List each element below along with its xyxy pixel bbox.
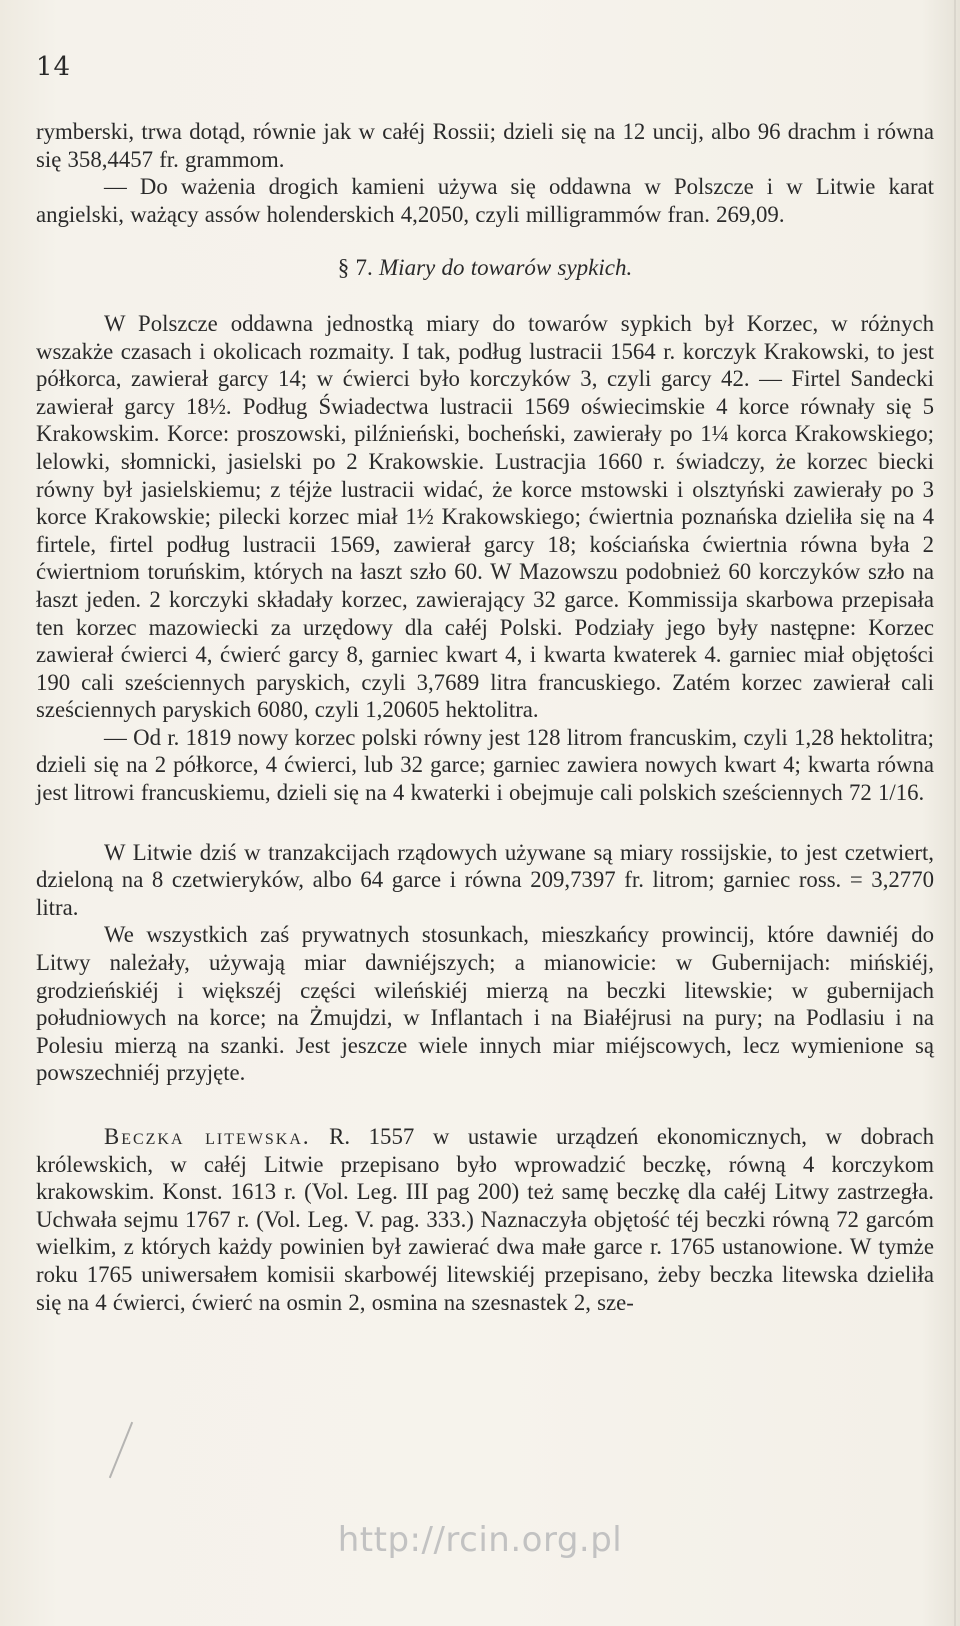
paragraph-private-measures: We wszystkich zaś prywatnych stosunkach, mieszkańcy prowincij, które dawniéj do Litwy należały, używają miar dawniéjszych; a mianowicie: w Gubernijach: mińskiéj, grodzieńskiéj i większéj części wileńskiéj mierzą na beczki litewskie; w gubernijach południowych na korce; na Żmujdzi, w Inflantach i na Białéjrusi na pury; na Podlasiu i na Polesiu mierzą na szanki. Jest jeszcze wiele innych miar miéjscowych, lecz wymienione są powszechniéj przyjęte. bbox=[36, 922, 934, 1086]
page-number: 14 bbox=[36, 52, 72, 82]
watermark: http://rcin.org.pl bbox=[337, 1520, 623, 1560]
section-heading bbox=[36, 254, 934, 282]
paragraph-new-korzec: — Od r. 1819 nowy korzec polski równy jest 128 litrom francuskim, czyli 1,28 hektolitra; dzieli się na 2 półkorce, 4 ćwierci, lub 32 garce; garniec zawiera nowych kwart 4; kwarta równa jest litrowi francuskiemu, dzieli się na 4 kwaterki i obejmuje cali polskich sześciennych 72 1/16. bbox=[36, 724, 934, 806]
paragraph-korzec-poland: W Polszcze oddawna jednostką miary do towarów sypkich był Korzec, w różnych wszakże czasach i okolicach rozmaity. I tak, podług lustracii 1564 r. korczyk Krakowski, to jest półkorca, zawierał garcy 14; w ćwierci było korczyków 3, czyli garcy 42. — Firtel Sandecki zawierał garcy 18½. Podług Świadectwa lustracii 1569 oświecimskie 4 korce równały się 5 Krakowskim. Korce: proszowski, pilźnieński, bocheński, zawierały po 1¼ korca Krakowskiego; lelowki, słomnicki, jasielski po 2 Krakowskie. Lustracjia 1660 r. świadczy, że korzec biecki równy był jasielskiemu; z téjże lustracii widać, że korce mstowski i olsztyński zawierały po 3 korce Krakowskie; pilecki korzec miał 1½ Krakowskiego; ćwiertnia poznańska dzieliła się na 4 firtele, firtel podług lustracii 1569, zawierał garcy 18; kościańska ćwiertnia równa była 2 ćwiertniom toruńskim, których na łaszt szło 60. W Mazowszu podobnież 60 korczyków szło na łaszt jeden. 2 korczyki składały korzec, zawierający 32 garce. Kommissija skarbowa przepisała ten korzec mazowiecki za urzędowy dla całéj Polski. Podziały jego były następne: Korzec zawierał ćwierci 4, ćwierć garcy 8, garniec kwart 4, i kwarta kwaterek 4. garniec miał objętości 190 cali sześciennych paryskich, czyli 3,7689 litra francuskiego. Zatém korzec zawierał cali sześciennych paryskich 6080, czyli 1,20605 hektolitra. bbox=[36, 310, 934, 723]
pencil-mark bbox=[109, 1422, 133, 1478]
paragraph-karat-intro: rymberski, trwa dotąd, równie jak w całéj Rossii; dzieli się na 12 uncij, albo 96 drachm i równa się 358,4457 fr. grammom. bbox=[36, 119, 934, 172]
section-title: Miary do towarów sypkich. bbox=[379, 255, 633, 281]
paragraph-karat: — Do ważenia drogich kamieni używa się oddawna w Polszcze i w Litwie karat angielski, ważący assów holenderskich 4,2050, czyli milligrammów fran. 269,09. bbox=[36, 174, 934, 227]
section-number: § 7. bbox=[337, 255, 373, 281]
paragraph-beczka-litewska bbox=[36, 1123, 934, 1316]
page-edge-line bbox=[954, 0, 956, 1626]
page-body bbox=[36, 118, 934, 1316]
beczka-text: R. 1557 w ustawie urządzeń ekonomicznych, w dobrach królewskich, w całéj Litwie przepisano było wprowadzić beczkę, równą 4 korczykom krakowskim. Konst. 1613 r. (Vol. Leg. III pag 200) też samę beczkę dla całéj Litwy zastrzegła. Uchwała sejmu 1767 r. (Vol. Leg. V. pag. 333.) Naznaczyła objętość téj beczki równą 72 garcóm wielkim, z których każdy powinien był zawierać dwa małe garce r. 1765 ustanowione. W tymże roku 1765 uniwersałem komisii skarbowéj litewskiéj przepisano, żeby beczka litewska dzieliła się na 4 ćwierci, ćwierć na osmin 2, osmina na szesnastek 2, sze- bbox=[36, 1124, 934, 1315]
paragraph-lithuania-measures: W Litwie dziś w tranzakcijach rządowych używane są miary rossijskie, to jest czetwiert, dzieloną na 8 czetwieryków, albo 64 garce i równa 209,7397 fr. litrom; garniec ross. = 3,2770 litra. bbox=[36, 839, 934, 920]
beczka-heading: Beczka litewska. bbox=[104, 1124, 311, 1149]
